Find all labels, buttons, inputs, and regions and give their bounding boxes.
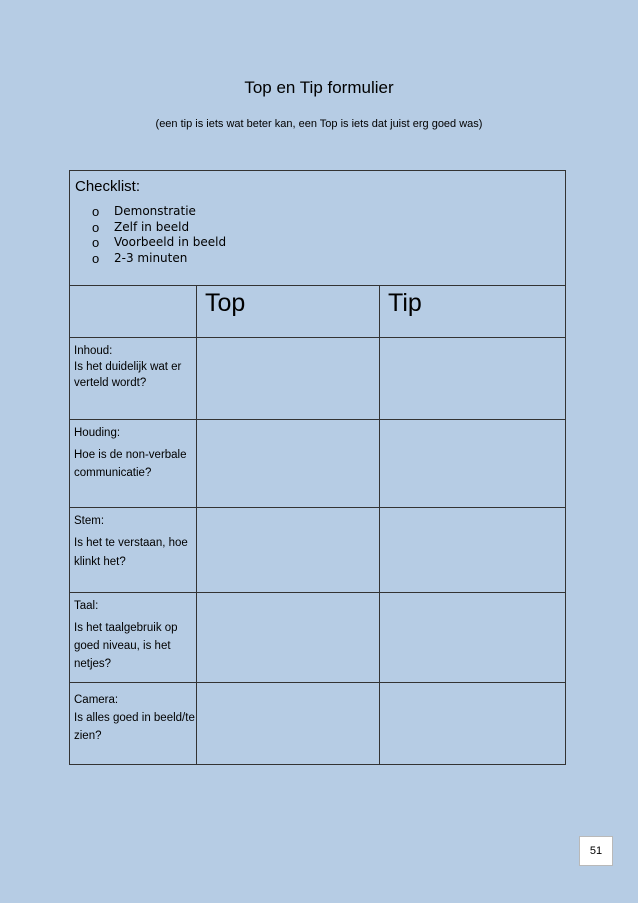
- feedback-form-table: [69, 170, 566, 765]
- row-question: Is het te verstaan, hoe klinkt het?: [74, 537, 188, 568]
- column-header-tip: Tip: [380, 286, 566, 338]
- row-label: Taal:: [74, 600, 99, 612]
- row-label-cell: [70, 683, 197, 765]
- table-row: [70, 338, 566, 420]
- table-row: [70, 420, 566, 508]
- tip-cell[interactable]: [380, 683, 566, 765]
- checklist-title: Checklist:: [75, 178, 141, 195]
- row-label: Houding:: [74, 427, 121, 439]
- top-cell[interactable]: [197, 420, 380, 508]
- table-row: [70, 683, 566, 765]
- checklist-item: o Zelf in beeld: [92, 219, 190, 235]
- page-subtitle: (een tip is iets wat beter kan, een Top is iets dat juist erg goed was): [155, 118, 483, 130]
- checkbox-bullet-icon: o: [92, 204, 100, 219]
- row-label-cell: [70, 593, 197, 683]
- row-question: Hoe is de non-verbale communicatie?: [74, 449, 187, 479]
- page-title: Top en Tip formulier: [244, 78, 394, 97]
- top-cell[interactable]: [197, 508, 380, 593]
- row-question: Is alles goed in beeld/te zien?: [74, 712, 195, 742]
- tip-cell[interactable]: [380, 508, 566, 593]
- row-question: Is het duidelijk wat er verteld wordt?: [74, 361, 182, 389]
- row-question: Is het taalgebruik op goed niveau, is het netjes?: [74, 622, 178, 670]
- tip-cell[interactable]: [380, 593, 566, 683]
- row-label: Camera:: [74, 694, 119, 706]
- checkbox-bullet-icon: o: [92, 250, 100, 266]
- top-cell[interactable]: [197, 683, 380, 765]
- table-row: [70, 508, 566, 593]
- checklist-cell: [70, 171, 566, 286]
- header-empty-cell: [70, 286, 197, 338]
- checklist-item: o Demonstratie: [92, 204, 196, 219]
- column-header-top: Top: [197, 286, 380, 338]
- checkbox-bullet-icon: o: [92, 219, 100, 235]
- row-label-cell: [70, 420, 197, 508]
- table-row: [70, 593, 566, 683]
- checklist-item: o Voorbeeld in beeld: [92, 235, 227, 250]
- row-label-cell: [70, 338, 197, 420]
- row-label: Inhoud:: [74, 345, 113, 357]
- top-cell[interactable]: [197, 338, 380, 420]
- checkbox-bullet-icon: o: [92, 235, 100, 250]
- page-number: 51: [579, 836, 613, 866]
- checklist: [70, 204, 565, 266]
- row-label: Stem:: [74, 515, 105, 527]
- top-cell[interactable]: [197, 593, 380, 683]
- checklist-item: o 2-3 minuten: [92, 250, 188, 266]
- row-label-cell: [70, 508, 197, 593]
- tip-cell[interactable]: [380, 338, 566, 420]
- tip-cell[interactable]: [380, 420, 566, 508]
